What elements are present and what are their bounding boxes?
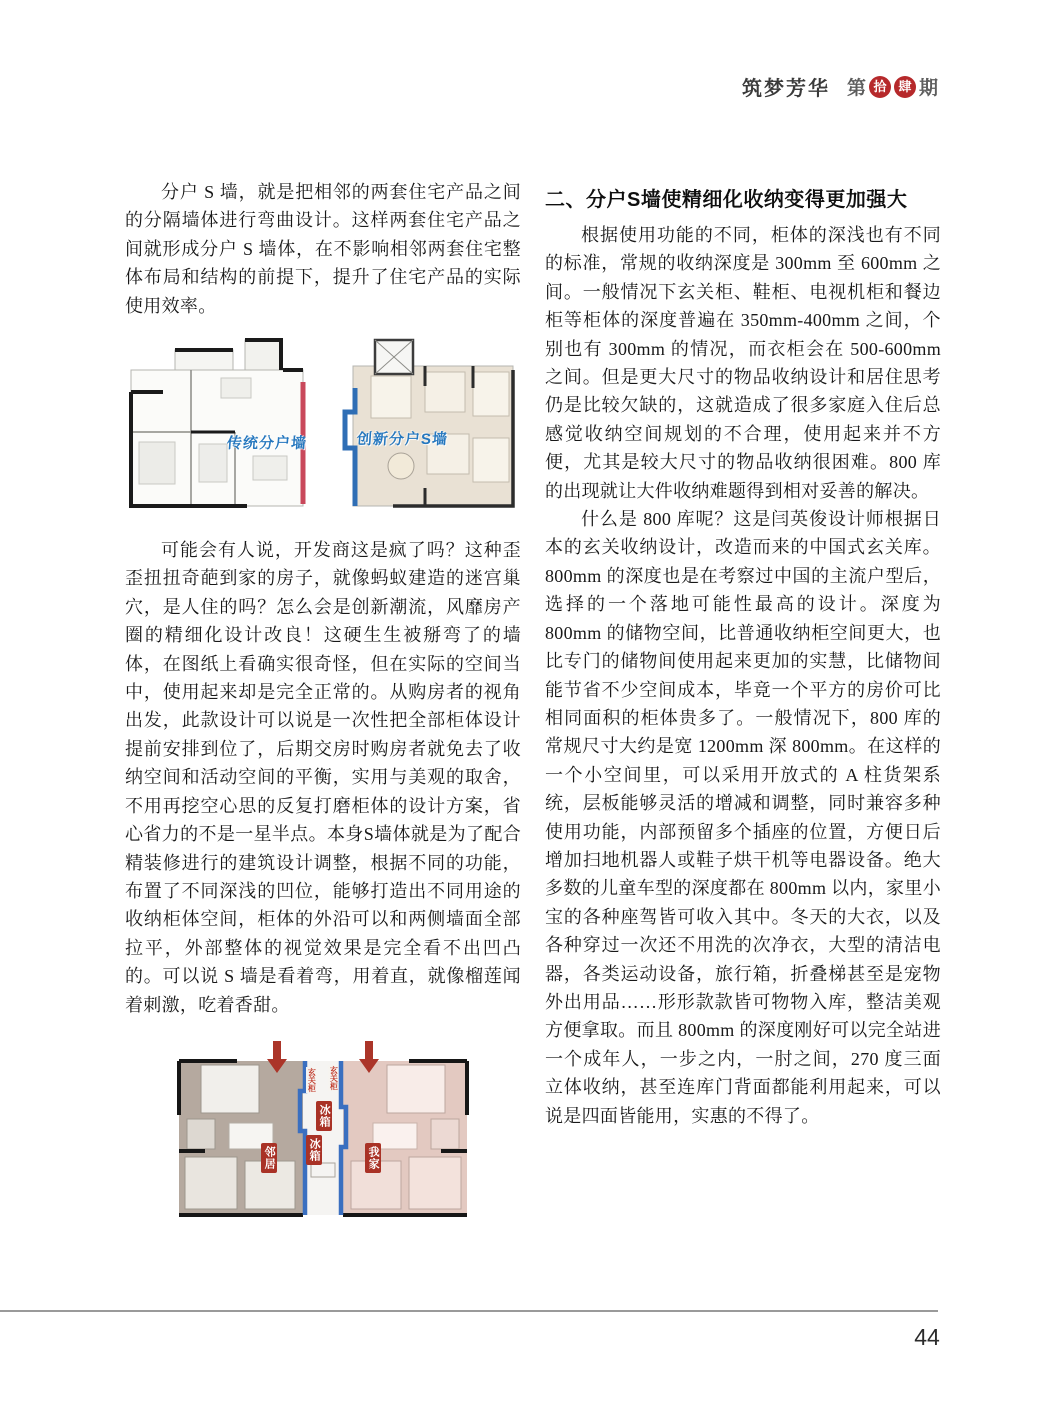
figure-s-wall-plan [173,1035,473,1221]
issue-prefix: 第 [846,78,866,99]
page-number: 44 [914,1324,940,1350]
floorplan-innovative [345,340,513,506]
floorplan-own-unit [343,1061,467,1215]
paragraph-intro: 分户 S 墙，就是把相邻的两套住宅产品之间的分隔墙体进行弯曲设计。这样两套住宅产品之间就形成分户 S 墙体，在不影响相邻两套住宅整体布局和结构的前提下，提升了住宅产品的实际使用效率。 [125,182,521,316]
label-entry-cabinet-left: 玄关柜 [307,1067,317,1092]
issue-seal-icon: 肆 [894,76,916,98]
paragraph-discussion: 可能会有人说，开发商这是疯了吗？这种歪歪扭扭奇葩到家的房子，就像蚂蚁建造的迷宫巢穴，是人住的吗？怎么会是创新潮流，风靡房产圈的精细化设计改良！这硬生生被掰弯了的墙体，在图纸上看确实很奇怪，但在实际的空间当中，使用起来却是完全正常的。从购房者的视角出发，此款设计可以说是一次性把全部柜体设计提前安排到位了，后期交房时购房者就免去了收纳空间和活动空间的平衡，实用与美观的取舍，不用再挖空心思的反复打磨柜体的设计方案，省心省力的不是一星半点。本身S墙体就是为了配合精装修进行的建筑设计调整，根据不同的功能，布置了不同深浅的凹位，能够打造出不同用途的收纳柜体空间，柜体的外沿可以和两侧墙面全部拉平，外部整体的视觉效果是完全看不出凹凸的。可以说 S 墙是看着弯，用着直，就像榴莲闻着刺激，吃着香甜。 [125,540,521,1015]
label-fridge-upper: 冰箱 [316,1101,332,1131]
label-traditional-wall: 传统分户墙 [226,435,308,453]
label-own-unit: 我家 [365,1143,381,1173]
floorplan-comparison-drawing [125,336,521,522]
floorplan-traditional [131,340,303,506]
paragraph-800-library: 什么是 800 库呢？这是闫英俊设计师根据日本的玄关收纳设计，改造而来的中国式玄关库。800mm 的深度也是在考察过中国的主流户型后，选择的一个落地可能性最高的设计。深度为 800mm 的储物空间，比普通收纳柜空间更大，也比专门的储物间使用起来更加的实慧，比储物间能节省不少空间成本，毕竟一个平方的房价可比相同面积的柜体贵多了。一般情况下，800 库的常规尺寸大约是宽 1200mm 深 800mm。在这样的一个小空间里，可以采用开放式的 A 柱货架系统，层板能够灵活的增减和调整，同时兼容多种使用功能，内部预留多个插座的位置，方便日后增加扫地机器人或鞋子烘干机等电器设备。绝大多数的儿童车型的深度都在 800mm 以内，家里小宝的各种座驾皆可收入其中。冬天的大衣，以及各种穿过一次还不用洗的次净衣，大型的清洁电器，各类运动设备，旅行箱，折叠梯甚至是宠物外出用品……形形款款皆可物物入库，整洁美观方便拿取。而且 800mm 的深度刚好可以完全站进一个成年人，一步之内，一肘之间，270 度三面立体收纳，甚至连库门背面都能利用起来，可以说是四面皆能用，实惠的不得了。 [545,509,941,1126]
label-innovative-wall: 创新分户S墙 [356,431,449,449]
paragraph-storage-depth: 根据使用功能的不同，柜体的深浅也有不同的标准，常规的收纳深度是 300mm 至 600mm 之间。一般情况下玄关柜、鞋柜、电视机柜和餐边柜等柜体的深度普遍在 350mm-400mm 之间，个别也有 300mm 的情况，而衣柜会在 500-600mm 之间。但是更大尺寸的物品收纳设计和居住思考仍是比较欠缺的，这就造成了很多家庭入住后总感觉收纳空间规划的不合理，使用起来并不方便，尤其是较大尺寸的物品收纳很困难。800 库的出现就让大件收纳难题得到相对妥善的解决。 [545,225,941,501]
right-column [545,183,941,1130]
running-header [742,72,938,101]
label-entry-cabinet-right: 玄关柜 [329,1065,339,1090]
left-column [125,178,521,1221]
footer-divider [0,1310,938,1312]
label-fridge-lower: 冰箱 [306,1135,322,1165]
innovative-s-wall [345,388,355,506]
issue-suffix: 期 [918,78,938,99]
section-heading: 二、分户S墙使精细化收纳变得更加强大 [545,189,908,211]
figure-floorplan-comparison [125,336,521,522]
journal-title: 筑梦芳华 [741,78,830,100]
floorplan-neighbor-unit [179,1061,303,1215]
issue-seal-icon: 拾 [869,76,891,98]
label-neighbor-unit: 邻居 [261,1143,277,1173]
issue-number [847,73,938,100]
